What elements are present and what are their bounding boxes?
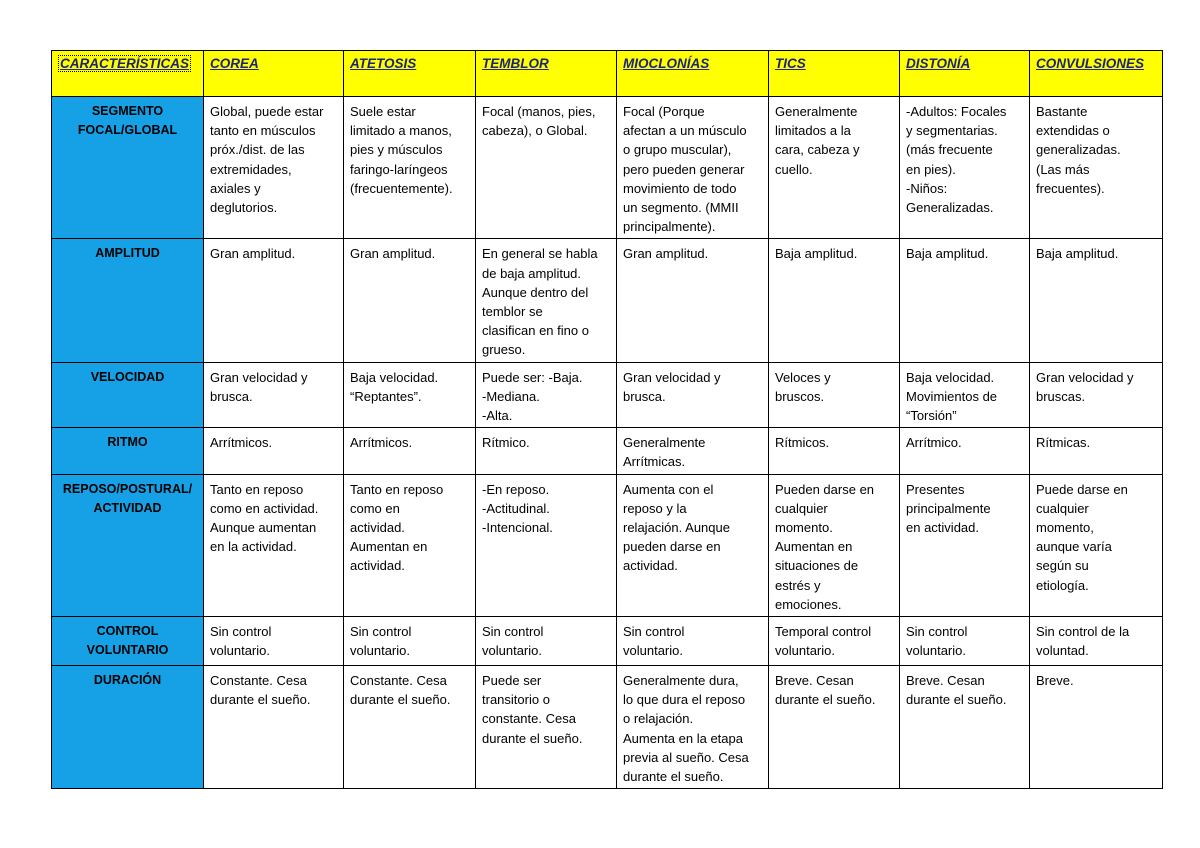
cell-text-line: Breve.	[1036, 673, 1074, 689]
corner-header-label: CARACTERÍSTICAS	[60, 56, 190, 71]
cell-text-line: momento,	[1036, 520, 1094, 536]
table-cell	[476, 239, 617, 362]
cell-text-line: en actividad.	[906, 520, 979, 536]
cell-text-line: movimiento de todo	[623, 180, 737, 196]
table-cell	[344, 239, 476, 362]
table-cell	[1030, 474, 1163, 616]
cell-text-line: emociones.	[775, 596, 842, 612]
cell-text-line: durante el sueño.	[775, 692, 876, 708]
row-header-line: DURACIÓN	[93, 673, 162, 688]
row-header-cell	[52, 617, 204, 666]
table-cell	[344, 428, 476, 474]
row-header-line: CONTROL	[96, 624, 159, 639]
cell-text-line: Aunque dentro del	[482, 284, 589, 300]
corner-header-cell	[52, 51, 204, 97]
cell-text-line: Rítmico.	[482, 435, 530, 451]
row-header-line: VELOCIDAD	[90, 369, 165, 384]
cell-text-line: o relajación.	[623, 711, 694, 727]
table-cell	[1030, 362, 1163, 428]
cell-text-line: reposo y la	[623, 500, 687, 516]
table-cell	[617, 474, 769, 616]
table-cell	[617, 666, 769, 789]
table-cell	[476, 362, 617, 428]
cell-text-line: Aumenta en la etapa	[623, 730, 743, 746]
table-cell	[769, 617, 900, 666]
cell-text-line: pero pueden generar	[623, 161, 745, 177]
table-cell	[476, 97, 617, 239]
cell-text-line: Focal (manos, pies,	[482, 104, 596, 119]
table-cell	[1030, 97, 1163, 239]
column-header-mioclonias	[617, 51, 769, 97]
cell-text-line: Gran velocidad y	[210, 369, 308, 385]
cell-text-line: Gran amplitud.	[350, 246, 436, 262]
cell-text-line: Arrítmicos.	[210, 435, 273, 451]
table-cell	[1030, 428, 1163, 474]
table-cell	[344, 97, 476, 239]
table-cell	[1030, 617, 1163, 666]
cell-text-line: momento.	[775, 520, 833, 536]
cell-text-line: (frecuentemente).	[350, 180, 453, 196]
table-row-velocidad	[52, 362, 1163, 428]
cell-text-line: “Reptantes”.	[350, 388, 422, 404]
cell-text-line: Rítmicos.	[775, 435, 830, 451]
row-header-cell	[52, 239, 204, 362]
table-cell	[769, 239, 900, 362]
cell-text-line: Baja amplitud.	[775, 246, 858, 262]
table-row-segmento-focal-global	[52, 97, 1163, 239]
cell-text-line: durante el sueño.	[482, 730, 583, 746]
row-header-cell	[52, 97, 204, 239]
cell-text-line: extremidades,	[210, 161, 292, 177]
cell-text-line: Baja velocidad.	[350, 369, 439, 385]
row-header-line: REPOSO/POSTURAL/	[62, 481, 193, 496]
column-header-tics	[769, 51, 900, 97]
cell-text-line: temblor se	[482, 304, 543, 320]
cell-text-line: Aumenta con el	[623, 481, 714, 497]
column-header-distonia	[900, 51, 1030, 97]
table-cell	[204, 474, 344, 616]
cell-text-line: pies y músculos	[350, 142, 443, 158]
table-cell	[900, 474, 1030, 616]
cell-text-line: clasifican en fino o	[482, 323, 589, 339]
cell-text-line: Puede ser	[482, 673, 542, 689]
cell-text-line: deglutorios.	[210, 200, 278, 216]
cell-text-line: aunque varía	[1036, 539, 1112, 555]
table-row-reposo-postural-actividad	[52, 474, 1163, 616]
row-header-cell	[52, 474, 204, 616]
column-header-temblor	[476, 51, 617, 97]
table-cell	[204, 666, 344, 789]
cell-text-line: Temporal control	[775, 624, 872, 640]
cell-text-line: Sin control	[210, 624, 272, 640]
cell-text-line: Arrítmico.	[906, 435, 962, 451]
table-cell	[344, 474, 476, 616]
table-cell	[204, 428, 344, 474]
column-header-label: COREA	[210, 56, 259, 71]
cell-text-line: Presentes	[906, 481, 965, 497]
cell-text-line: voluntario.	[906, 643, 966, 659]
cell-text-line: cualquier	[1036, 500, 1089, 516]
row-header-line: VOLUNTARIO	[86, 643, 169, 658]
cell-text-line: un segmento. (MMII	[623, 200, 739, 216]
cell-text-line: cualquier	[775, 500, 828, 516]
cell-text-line: -Alta.	[482, 408, 513, 424]
column-header-corea	[204, 51, 344, 97]
column-header-label: CONVULSIONES	[1036, 56, 1145, 71]
cell-text-line: Puede darse en	[1036, 481, 1128, 497]
table-cell	[204, 239, 344, 362]
cell-text-line: Baja amplitud.	[906, 246, 989, 262]
cell-text-line: limitado a manos,	[350, 123, 452, 139]
table-cell	[617, 428, 769, 474]
cell-text-line: -Mediana.	[482, 388, 540, 404]
cell-text-line: voluntario.	[623, 643, 683, 659]
cell-text-line: voluntad.	[1036, 643, 1089, 659]
table-cell	[769, 428, 900, 474]
cell-text-line: Puede ser: -Baja.	[482, 369, 583, 385]
column-header-convulsiones	[1030, 51, 1163, 97]
cell-text-line: Sin control	[906, 624, 968, 640]
cell-text-line: cabeza), o Global.	[482, 123, 588, 139]
table-cell	[900, 617, 1030, 666]
cell-text-line: voluntario.	[482, 643, 542, 659]
cell-text-line: voluntario.	[775, 643, 835, 659]
cell-text-line: extendidas o	[1036, 123, 1110, 139]
table-cell	[769, 474, 900, 616]
cell-text-line: Sin control	[623, 624, 685, 640]
cell-text-line: estrés y	[775, 577, 821, 593]
table-cell	[476, 474, 617, 616]
cell-text-line: -Niños:	[906, 180, 948, 196]
cell-text-line: Aumentan en	[350, 539, 428, 555]
column-header-label: TICS	[775, 56, 806, 71]
cell-text-line: Generalmente dura,	[623, 673, 739, 689]
cell-text-line: Rítmicas.	[1036, 435, 1091, 451]
cell-text-line: y segmentarias.	[906, 123, 998, 139]
cell-text-line: actividad.	[350, 520, 405, 536]
cell-text-line: axiales y	[210, 180, 261, 196]
cell-text-line: durante el sueño.	[350, 692, 451, 708]
table-cell	[900, 239, 1030, 362]
column-header-label: ATETOSIS	[350, 56, 417, 71]
cell-text-line: bruscas.	[1036, 388, 1086, 404]
cell-text-line: bruscos.	[775, 388, 825, 404]
cell-text-line: Focal (Porque	[623, 104, 705, 119]
cell-text-line: -Adultos: Focales	[906, 104, 1007, 119]
table-cell	[204, 617, 344, 666]
cell-text-line: etiología.	[1036, 577, 1089, 593]
cell-text-line: principalmente).	[623, 219, 716, 235]
cell-text-line: Aumentan en	[775, 539, 853, 555]
cell-text-line: Breve. Cesan	[775, 673, 854, 689]
cell-text-line: Tanto en reposo	[350, 481, 444, 497]
table-cell	[344, 666, 476, 789]
cell-text-line: como en actividad.	[210, 500, 319, 516]
row-header-line: AMPLITUD	[95, 246, 160, 261]
cell-text-line: -En reposo.	[482, 481, 550, 497]
cell-text-line: Movimientos de	[906, 388, 998, 404]
cell-text-line: Sin control de la	[1036, 624, 1130, 640]
cell-text-line: próx./dist. de las	[210, 142, 305, 158]
cell-text-line: Gran amplitud.	[210, 246, 296, 262]
cell-text-line: Sin control	[482, 624, 544, 640]
cell-text-line: Generalmente	[775, 104, 858, 119]
column-header-label: MIOCLONÍAS	[623, 56, 710, 71]
table-cell	[617, 362, 769, 428]
comparison-table	[51, 50, 1163, 789]
cell-text-line: pueden darse en	[623, 539, 721, 555]
cell-text-line: grueso.	[482, 342, 526, 358]
cell-text-line: voluntario.	[350, 643, 410, 659]
cell-text-line: situaciones de	[775, 558, 859, 574]
cell-text-line: afectan a un músculo	[623, 123, 747, 139]
table-cell	[769, 362, 900, 428]
cell-text-line: durante el sueño.	[210, 692, 311, 708]
table-cell	[1030, 239, 1163, 362]
cell-text-line: Baja amplitud.	[1036, 246, 1119, 262]
cell-text-line: Gran amplitud.	[623, 246, 709, 262]
cell-text-line: constante. Cesa	[482, 711, 576, 727]
cell-text-line: Suele estar	[350, 104, 416, 119]
table-cell	[476, 617, 617, 666]
row-header-line: FOCAL/GLOBAL	[77, 123, 178, 138]
cell-text-line: actividad.	[350, 558, 405, 574]
table-cell	[476, 428, 617, 474]
table-cell	[204, 97, 344, 239]
table-cell	[900, 362, 1030, 428]
cell-text-line: “Torsión”	[906, 408, 957, 424]
cell-text-line: según su	[1036, 558, 1089, 574]
cell-text-line: Arrítmicos.	[350, 435, 413, 451]
table-row-duracion	[52, 666, 1163, 789]
cell-text-line: generalizadas.	[1036, 142, 1121, 158]
cell-text-line: voluntario.	[210, 643, 270, 659]
cell-text-line: Gran velocidad y	[1036, 369, 1134, 385]
table-cell	[1030, 666, 1163, 789]
cell-text-line: de baja amplitud.	[482, 265, 582, 281]
table-cell	[900, 97, 1030, 239]
table-row-ritmo	[52, 428, 1163, 474]
table-cell	[476, 666, 617, 789]
cell-text-line: cara, cabeza y	[775, 142, 860, 158]
cell-text-line: o grupo muscular),	[623, 142, 732, 158]
cell-text-line: En general se habla	[482, 246, 598, 262]
cell-text-line: en la actividad.	[210, 539, 297, 555]
cell-text-line: Tanto en reposo	[210, 481, 304, 497]
cell-text-line: Constante. Cesa	[350, 673, 447, 689]
cell-text-line: Pueden darse en	[775, 481, 875, 497]
cell-text-line: Bastante	[1036, 104, 1088, 119]
row-header-line: ACTIVIDAD	[93, 500, 162, 515]
table-cell	[204, 362, 344, 428]
table-cell	[344, 362, 476, 428]
table-cell	[617, 97, 769, 239]
column-header-label: DISTONÍA	[906, 56, 971, 71]
cell-text-line: Arrítmicas.	[623, 454, 686, 470]
cell-text-line: -Intencional.	[482, 520, 553, 536]
cell-text-line: Generalizadas.	[906, 200, 994, 216]
column-header-label: TEMBLOR	[482, 56, 549, 71]
cell-text-line: Veloces y	[775, 369, 831, 385]
cell-text-line: Global, puede estar	[210, 104, 324, 119]
cell-text-line: (más frecuente	[906, 142, 993, 158]
header-row	[52, 51, 1163, 97]
table-cell	[769, 97, 900, 239]
table-cell	[900, 428, 1030, 474]
row-header-cell	[52, 666, 204, 789]
cell-text-line: cuello.	[775, 161, 813, 177]
cell-text-line: principalmente	[906, 500, 991, 516]
row-header-line: RITMO	[107, 435, 148, 450]
row-header-cell	[52, 428, 204, 474]
cell-text-line: -Actitudinal.	[482, 500, 550, 516]
cell-text-line: Baja velocidad.	[906, 369, 995, 385]
cell-text-line: frecuentes).	[1036, 180, 1105, 196]
cell-text-line: Gran velocidad y	[623, 369, 721, 385]
cell-text-line: actividad.	[623, 558, 678, 574]
cell-text-line: Breve. Cesan	[906, 673, 985, 689]
cell-text-line: brusca.	[210, 388, 253, 404]
cell-text-line: faringo-laríngeos	[350, 161, 448, 177]
table-row-amplitud	[52, 239, 1163, 362]
cell-text-line: Aunque aumentan	[210, 520, 317, 536]
cell-text-line: lo que dura el reposo	[623, 692, 746, 708]
cell-text-line: (Las más	[1036, 161, 1090, 177]
cell-text-line: durante el sueño.	[623, 769, 724, 785]
cell-text-line: Generalmente	[623, 435, 706, 451]
cell-text-line: brusca.	[623, 388, 666, 404]
cell-text-line: tanto en músculos	[210, 123, 316, 139]
cell-text-line: en pies).	[906, 161, 956, 177]
table-cell	[900, 666, 1030, 789]
table-cell	[617, 239, 769, 362]
cell-text-line: Sin control	[350, 624, 412, 640]
cell-text-line: durante el sueño.	[906, 692, 1007, 708]
table-row-control-voluntario	[52, 617, 1163, 666]
table-cell	[344, 617, 476, 666]
cell-text-line: como en	[350, 500, 400, 516]
table-cell	[769, 666, 900, 789]
cell-text-line: relajación. Aunque	[623, 520, 730, 536]
cell-text-line: previa al sueño. Cesa	[623, 749, 749, 765]
row-header-cell	[52, 362, 204, 428]
cell-text-line: Constante. Cesa	[210, 673, 307, 689]
table-cell	[617, 617, 769, 666]
cell-text-line: limitados a la	[775, 123, 851, 139]
cell-text-line: transitorio o	[482, 692, 550, 708]
column-header-atetosis	[344, 51, 476, 97]
row-header-line: SEGMENTO	[91, 104, 164, 118]
